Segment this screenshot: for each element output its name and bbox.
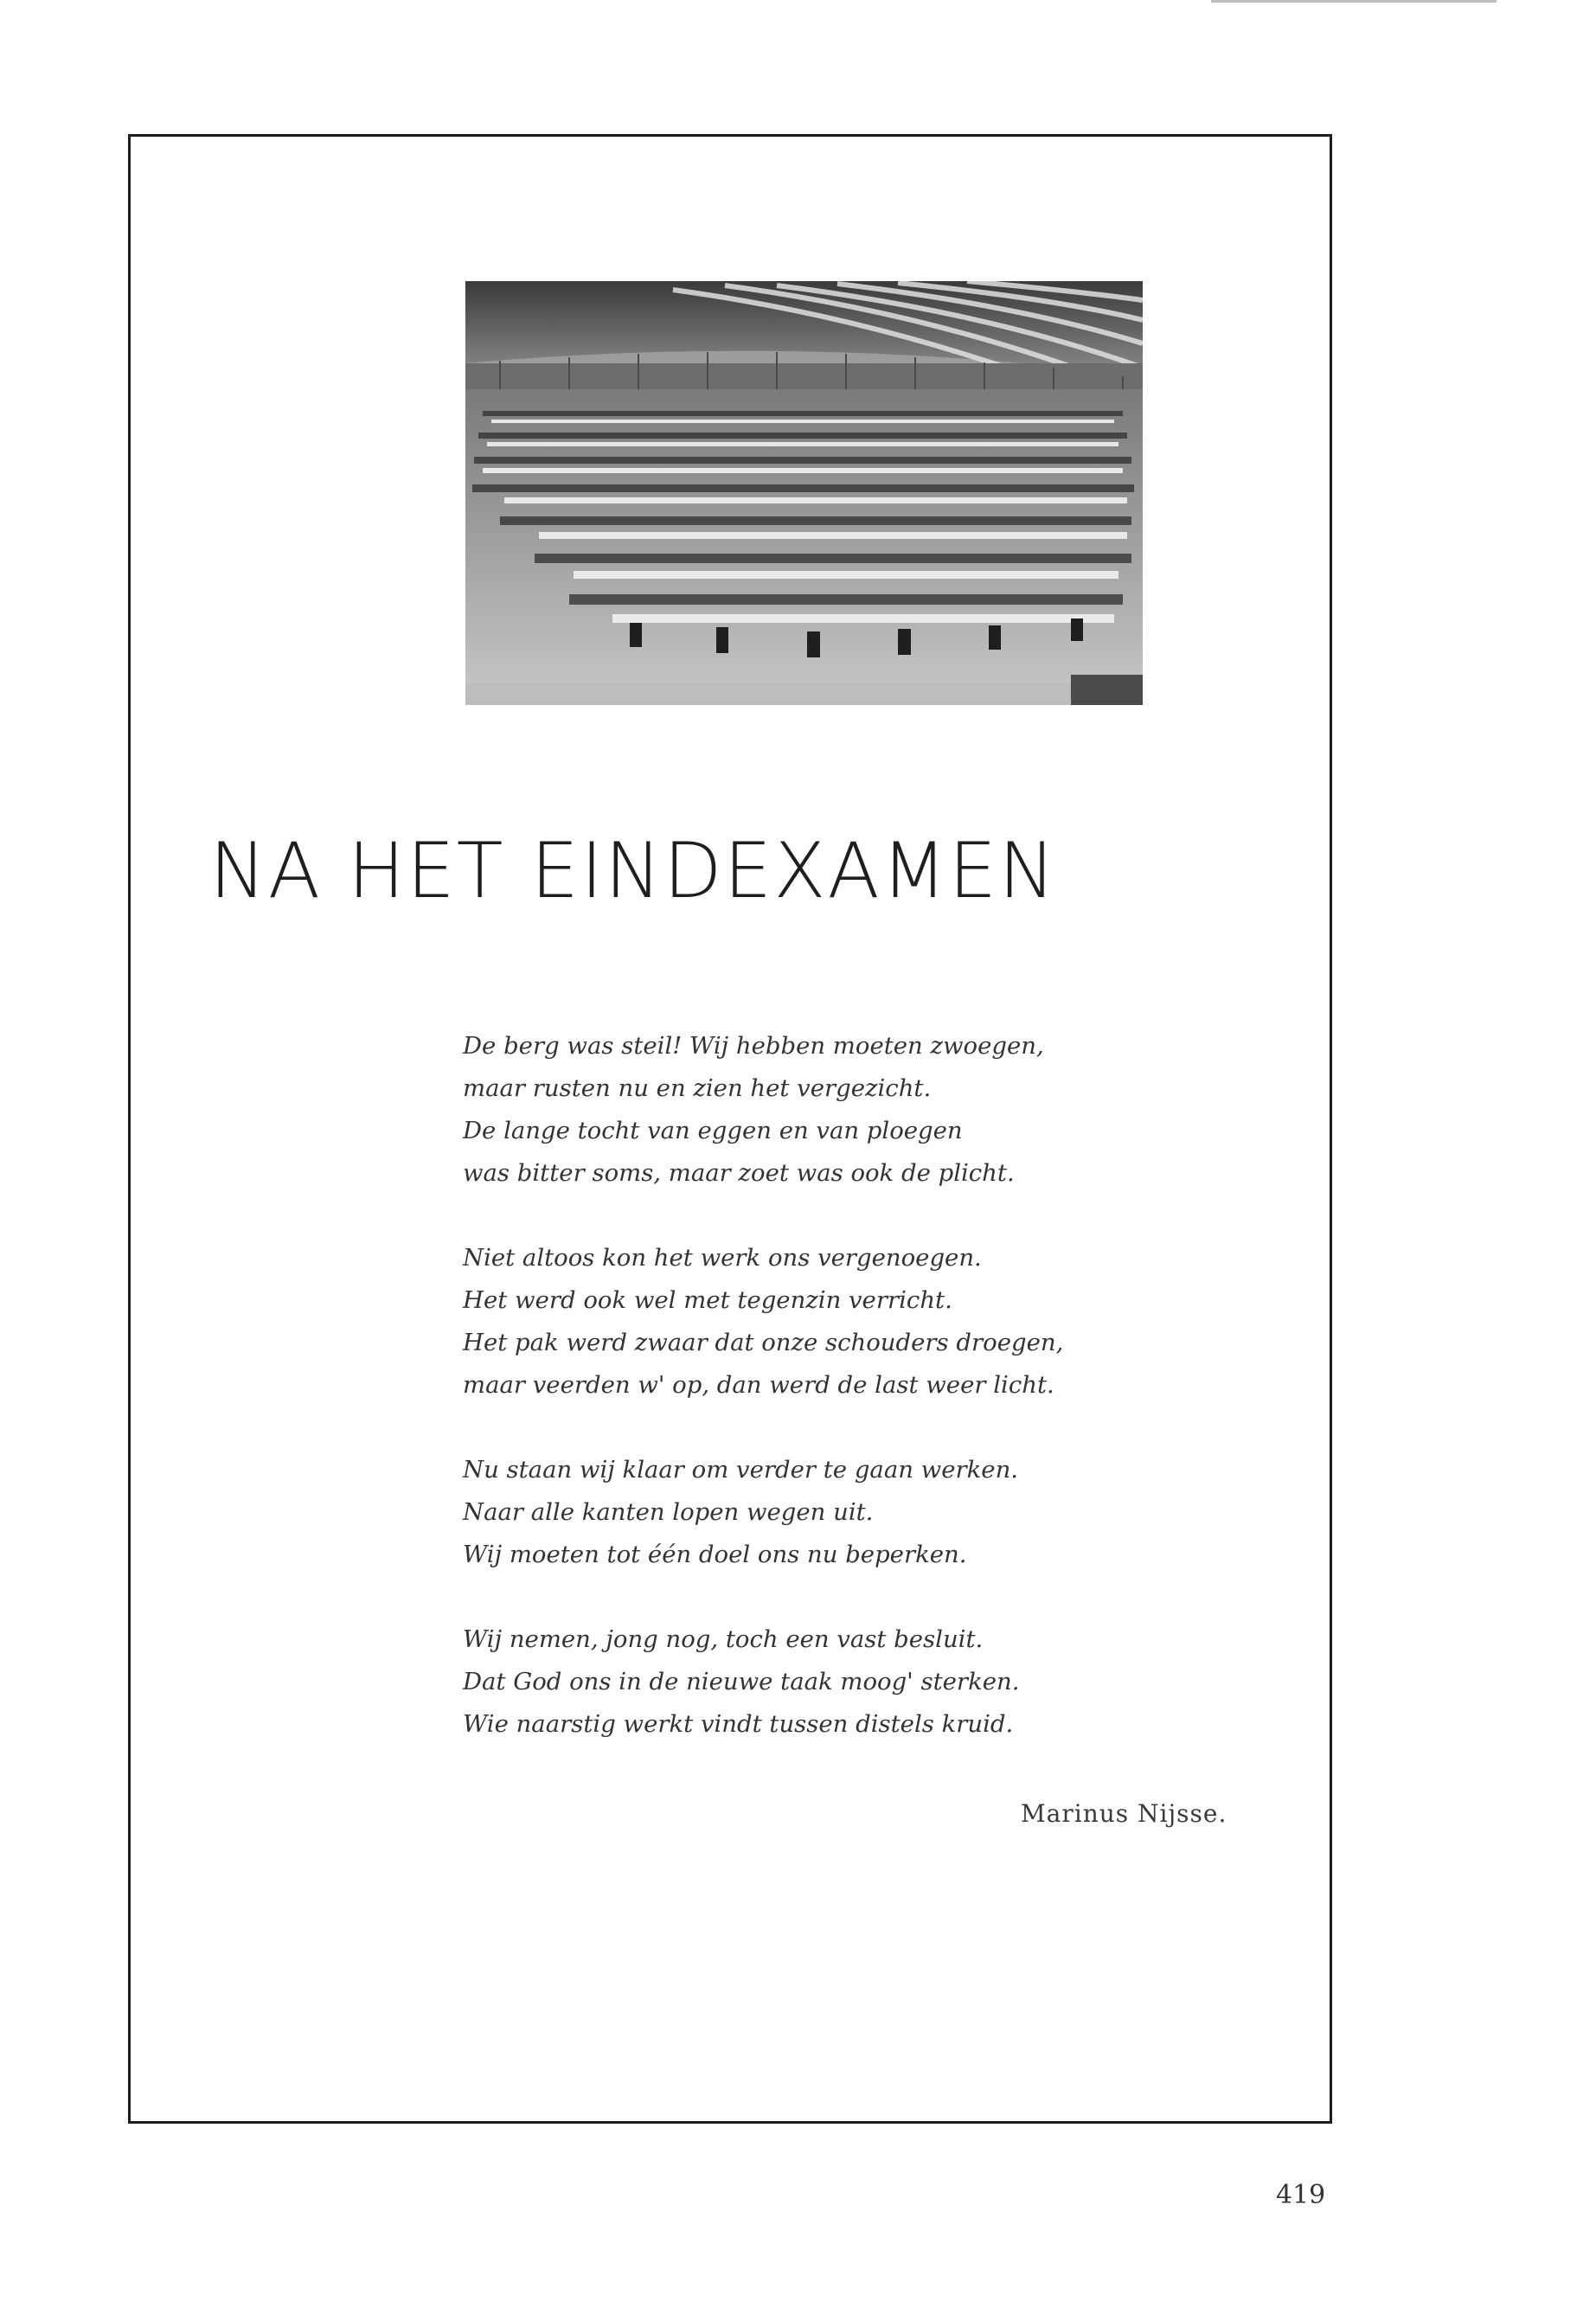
poem-stanza-4 [463, 1618, 1241, 1746]
poem [463, 1025, 1241, 1788]
poem-line: maar rusten nu en zien het vergezicht. [463, 1074, 932, 1102]
poem-author: Marinus Nijsse. [1021, 1799, 1227, 1828]
top-edge-rule [1211, 0, 1497, 3]
poem-line: Het pak werd zwaar dat onze schouders droegen, [463, 1329, 1064, 1356]
poem-line: Wij moeten tot één doel ons nu beperken. [463, 1541, 967, 1568]
poem-line: Wij nemen, jong nog, toch een vast besluit. [463, 1625, 984, 1653]
poem-line: Naar alle kanten lopen wegen uit. [463, 1498, 874, 1526]
poem-line: De lange tocht van eggen en van ploegen [463, 1117, 963, 1144]
poem-line: Nu staan wij klaar om verder te gaan werken. [463, 1456, 1019, 1484]
poem-line: Dat God ons in de nieuwe taak moog' sterken. [463, 1668, 1020, 1695]
page-title: NA HET EINDEXAMEN [209, 826, 1058, 915]
poem-line: Niet altoos kon het werk ons vergenoegen. [463, 1244, 982, 1272]
exam-hall-photo [465, 281, 1143, 705]
poem-stanza-1 [463, 1025, 1241, 1195]
poem-stanza-2 [463, 1237, 1241, 1407]
poem-line: Het werd ook wel met tegenzin verricht. [463, 1286, 952, 1314]
poem-line: De berg was steil! Wij hebben moeten zwoegen, [463, 1032, 1044, 1060]
poem-line: maar veerden w' op, dan werd de last weer licht. [463, 1371, 1054, 1399]
poem-stanza-3 [463, 1449, 1241, 1576]
poem-line: was bitter soms, maar zoet was ook de plicht. [463, 1159, 1015, 1187]
exam-hall-photo-illustration [465, 281, 1143, 705]
poem-line: Wie naarstig werkt vindt tussen distels kruid. [463, 1710, 1014, 1738]
page-number: 419 [1276, 2180, 1326, 2210]
